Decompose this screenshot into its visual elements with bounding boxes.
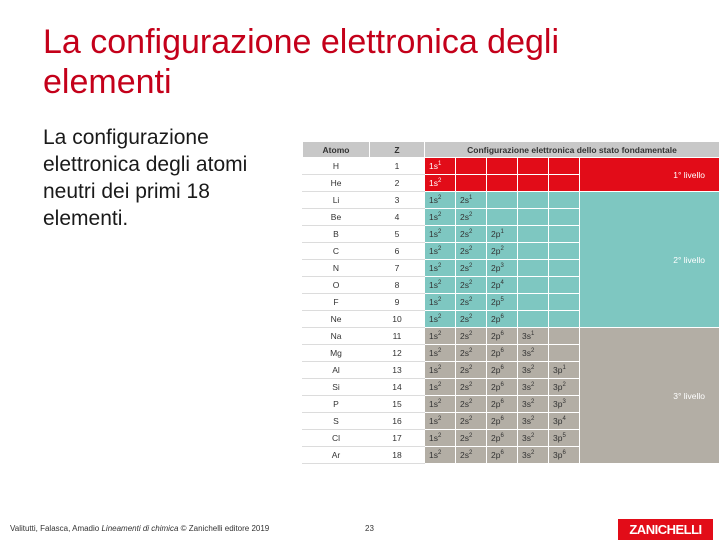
orbital-electrons: 6 <box>500 365 504 372</box>
orbital-label: 1s <box>429 314 438 324</box>
orbital-electrons: 6 <box>500 314 504 321</box>
footer-book: Lineamenti di chimica <box>101 524 179 533</box>
atomic-number: 18 <box>370 447 425 464</box>
orbital-label: 2p <box>491 229 501 239</box>
page-title: La configurazione elettronica degli elementi <box>43 23 560 101</box>
orbital-cell <box>487 345 518 362</box>
table-row <box>303 192 720 209</box>
orbital-cell <box>425 413 456 430</box>
footer-credit <box>10 524 269 533</box>
orbital-cell <box>487 413 518 430</box>
orbital-cell <box>518 413 549 430</box>
atom-symbol: Li <box>303 192 370 209</box>
atomic-number: 1 <box>370 158 425 175</box>
atom-symbol: Be <box>303 209 370 226</box>
header-z: Z <box>370 142 425 158</box>
orbital-cell <box>425 158 456 175</box>
orbital-label: 1s <box>429 161 438 171</box>
atomic-number: 3 <box>370 192 425 209</box>
atomic-number: 11 <box>370 328 425 345</box>
orbital-label: 3s <box>522 399 531 409</box>
orbital-label: 2s <box>460 450 469 460</box>
orbital-cell <box>518 260 549 277</box>
orbital-electrons: 2 <box>468 263 473 270</box>
atomic-number: 4 <box>370 209 425 226</box>
electron-configuration-table <box>302 141 720 464</box>
orbital-cell <box>487 226 518 243</box>
orbital-label: 2p <box>491 263 501 273</box>
orbital-electrons: 2 <box>437 280 442 287</box>
orbital-electrons: 5 <box>500 297 504 304</box>
orbital-electrons: 2 <box>437 416 442 423</box>
orbital-cell <box>425 430 456 447</box>
orbital-electrons: 1 <box>468 195 473 202</box>
orbital-cell <box>518 192 549 209</box>
orbital-cell <box>549 260 580 277</box>
orbital-cell <box>456 396 487 413</box>
orbital-label: 1s <box>429 365 438 375</box>
orbital-label: 2s <box>460 246 469 256</box>
orbital-cell <box>518 311 549 328</box>
orbital-label: 3p <box>553 450 563 460</box>
orbital-label: 3p <box>553 433 563 443</box>
orbital-cell <box>518 209 549 226</box>
orbital-label: 1s <box>429 297 438 307</box>
orbital-label: 1s <box>429 178 438 188</box>
orbital-label: 2s <box>460 314 469 324</box>
orbital-cell <box>425 226 456 243</box>
orbital-label: 2s <box>460 433 469 443</box>
orbital-electrons: 2 <box>468 331 473 338</box>
orbital-electrons: 4 <box>562 416 566 423</box>
orbital-cell <box>549 192 580 209</box>
atom-symbol: He <box>303 175 370 192</box>
atomic-number: 6 <box>370 243 425 260</box>
orbital-cell <box>425 260 456 277</box>
orbital-electrons: 2 <box>437 348 442 355</box>
orbital-electrons: 2 <box>468 348 473 355</box>
orbital-cell <box>456 294 487 311</box>
orbital-cell <box>518 430 549 447</box>
orbital-label: 2p <box>491 297 501 307</box>
atomic-number: 7 <box>370 260 425 277</box>
orbital-cell <box>518 175 549 192</box>
orbital-cell <box>487 311 518 328</box>
atomic-number: 10 <box>370 311 425 328</box>
atom-symbol: P <box>303 396 370 413</box>
orbital-cell <box>518 294 549 311</box>
orbital-cell <box>425 447 456 464</box>
orbital-label: 1s <box>429 416 438 426</box>
orbital-label: 3s <box>522 331 531 341</box>
orbital-label: 3p <box>553 416 563 426</box>
orbital-label: 1s <box>429 280 438 290</box>
orbital-cell <box>549 175 580 192</box>
orbital-label: 2s <box>460 229 469 239</box>
orbital-label: 2p <box>491 399 501 409</box>
orbital-cell <box>456 413 487 430</box>
orbital-electrons: 2 <box>530 399 535 406</box>
atom-symbol: Ar <box>303 447 370 464</box>
orbital-label: 1s <box>429 246 438 256</box>
atomic-number: 12 <box>370 345 425 362</box>
orbital-cell <box>549 294 580 311</box>
orbital-label: 1s <box>429 212 438 222</box>
orbital-cell <box>487 277 518 294</box>
orbital-cell <box>487 430 518 447</box>
atomic-number: 8 <box>370 277 425 294</box>
orbital-electrons: 1 <box>562 365 566 372</box>
table-row <box>303 158 720 175</box>
atom-symbol: B <box>303 226 370 243</box>
orbital-cell <box>518 379 549 396</box>
orbital-cell <box>549 413 580 430</box>
shell-level-label: 3° livello <box>580 328 720 464</box>
orbital-label: 2p <box>491 348 501 358</box>
atomic-number: 13 <box>370 362 425 379</box>
atom-symbol: Si <box>303 379 370 396</box>
table-header-row <box>303 142 720 158</box>
publisher-logo: ZANICHELLI <box>618 519 713 540</box>
orbital-cell <box>425 328 456 345</box>
atom-symbol: Mg <box>303 345 370 362</box>
orbital-label: 2p <box>491 331 501 341</box>
orbital-cell <box>456 209 487 226</box>
orbital-cell <box>487 209 518 226</box>
orbital-electrons: 6 <box>500 331 504 338</box>
orbital-cell <box>518 328 549 345</box>
orbital-electrons: 6 <box>500 399 504 406</box>
orbital-cell <box>425 192 456 209</box>
orbital-electrons: 2 <box>437 212 442 219</box>
orbital-electrons: 2 <box>437 399 442 406</box>
orbital-cell <box>425 362 456 379</box>
orbital-label: 2s <box>460 365 469 375</box>
atomic-number: 14 <box>370 379 425 396</box>
orbital-label: 3p <box>553 382 563 392</box>
orbital-cell <box>487 396 518 413</box>
orbital-cell <box>456 379 487 396</box>
orbital-label: 3s <box>522 416 531 426</box>
orbital-label: 2p <box>491 450 501 460</box>
orbital-label: 2p <box>491 433 501 443</box>
orbital-label: 2s <box>460 212 469 222</box>
atom-symbol: Cl <box>303 430 370 447</box>
orbital-label: 2p <box>491 314 501 324</box>
atomic-number: 15 <box>370 396 425 413</box>
orbital-electrons: 2 <box>468 314 473 321</box>
orbital-cell <box>549 379 580 396</box>
orbital-cell <box>549 396 580 413</box>
orbital-label: 3p <box>553 399 563 409</box>
orbital-label: 3s <box>522 450 531 460</box>
orbital-electrons: 3 <box>562 399 566 406</box>
orbital-cell <box>518 277 549 294</box>
orbital-electrons: 2 <box>437 246 442 253</box>
header-atom: Atomo <box>303 142 370 158</box>
orbital-label: 2s <box>460 382 469 392</box>
orbital-electrons: 2 <box>468 212 473 219</box>
orbital-cell <box>487 447 518 464</box>
orbital-electrons: 2 <box>468 246 473 253</box>
orbital-electrons: 2 <box>468 433 473 440</box>
orbital-electrons: 1 <box>500 229 504 236</box>
atomic-number: 17 <box>370 430 425 447</box>
orbital-electrons: 2 <box>530 450 535 457</box>
shell-level-label: 1° livello <box>580 158 720 192</box>
orbital-electrons: 3 <box>500 263 504 270</box>
orbital-cell <box>456 447 487 464</box>
orbital-cell <box>549 277 580 294</box>
orbital-label: 2p <box>491 280 501 290</box>
orbital-cell <box>487 243 518 260</box>
atom-symbol: F <box>303 294 370 311</box>
orbital-cell <box>487 175 518 192</box>
table-row <box>303 328 720 345</box>
orbital-electrons: 2 <box>437 365 442 372</box>
orbital-label: 3s <box>522 433 531 443</box>
orbital-label: 2p <box>491 246 501 256</box>
atomic-number: 16 <box>370 413 425 430</box>
atom-symbol: S <box>303 413 370 430</box>
orbital-electrons: 2 <box>437 263 442 270</box>
orbital-electrons: 2 <box>468 399 473 406</box>
orbital-electrons: 6 <box>500 348 504 355</box>
atom-symbol: H <box>303 158 370 175</box>
orbital-cell <box>456 328 487 345</box>
atom-symbol: O <box>303 277 370 294</box>
orbital-label: 2p <box>491 416 501 426</box>
atom-symbol: Na <box>303 328 370 345</box>
orbital-electrons: 2 <box>468 450 473 457</box>
orbital-cell <box>518 243 549 260</box>
atom-symbol: N <box>303 260 370 277</box>
orbital-label: 2s <box>460 399 469 409</box>
orbital-electrons: 2 <box>437 314 442 321</box>
orbital-cell <box>549 209 580 226</box>
orbital-electrons: 1 <box>530 331 535 338</box>
orbital-cell <box>549 226 580 243</box>
orbital-label: 1s <box>429 263 438 273</box>
atom-symbol: Al <box>303 362 370 379</box>
orbital-label: 1s <box>429 450 438 460</box>
orbital-electrons: 2 <box>468 297 473 304</box>
orbital-cell <box>456 311 487 328</box>
orbital-cell <box>487 260 518 277</box>
orbital-cell <box>456 277 487 294</box>
orbital-cell <box>456 158 487 175</box>
orbital-electrons: 6 <box>500 382 504 389</box>
orbital-cell <box>456 362 487 379</box>
orbital-electrons: 2 <box>437 178 442 185</box>
orbital-cell <box>456 243 487 260</box>
table-body <box>303 158 720 464</box>
orbital-electrons: 6 <box>500 450 504 457</box>
orbital-label: 2s <box>460 348 469 358</box>
orbital-electrons: 2 <box>437 433 442 440</box>
orbital-cell <box>518 345 549 362</box>
orbital-cell <box>518 362 549 379</box>
atomic-number: 2 <box>370 175 425 192</box>
orbital-electrons: 2 <box>562 382 566 389</box>
orbital-label: 1s <box>429 229 438 239</box>
orbital-electrons: 2 <box>500 246 504 253</box>
orbital-label: 2p <box>491 382 501 392</box>
orbital-electrons: 2 <box>468 365 473 372</box>
orbital-label: 2s <box>460 195 469 205</box>
orbital-cell <box>425 379 456 396</box>
orbital-cell <box>425 243 456 260</box>
orbital-label: 3p <box>553 365 563 375</box>
orbital-electrons: 2 <box>530 348 535 355</box>
orbital-electrons: 2 <box>437 229 442 236</box>
header-config: Configurazione elettronica dello stato fondamentale <box>425 142 720 158</box>
atom-symbol: Ne <box>303 311 370 328</box>
orbital-label: 1s <box>429 348 438 358</box>
orbital-cell <box>549 311 580 328</box>
orbital-electrons: 2 <box>468 382 473 389</box>
orbital-label: 2s <box>460 331 469 341</box>
orbital-cell <box>425 175 456 192</box>
orbital-cell <box>518 158 549 175</box>
orbital-electrons: 4 <box>500 280 504 287</box>
orbital-electrons: 2 <box>437 450 442 457</box>
orbital-cell <box>549 345 580 362</box>
atom-symbol: C <box>303 243 370 260</box>
orbital-label: 1s <box>429 195 438 205</box>
orbital-cell <box>518 447 549 464</box>
orbital-electrons: 2 <box>530 382 535 389</box>
footer-authors: Valitutti, Falasca, Amadio <box>10 524 100 533</box>
orbital-cell <box>549 447 580 464</box>
orbital-cell <box>456 226 487 243</box>
orbital-cell <box>425 277 456 294</box>
orbital-cell <box>456 175 487 192</box>
orbital-cell <box>549 430 580 447</box>
orbital-cell <box>518 226 549 243</box>
orbital-cell <box>549 158 580 175</box>
orbital-cell <box>456 345 487 362</box>
orbital-cell <box>425 396 456 413</box>
orbital-label: 2p <box>491 365 501 375</box>
orbital-electrons: 6 <box>500 416 504 423</box>
orbital-cell <box>487 294 518 311</box>
orbital-electrons: 6 <box>500 433 504 440</box>
orbital-cell <box>487 192 518 209</box>
orbital-electrons: 2 <box>437 195 442 202</box>
orbital-label: 1s <box>429 433 438 443</box>
orbital-cell <box>456 430 487 447</box>
orbital-cell <box>456 192 487 209</box>
orbital-cell <box>549 328 580 345</box>
orbital-label: 2s <box>460 280 469 290</box>
orbital-electrons: 2 <box>437 297 442 304</box>
atomic-number: 9 <box>370 294 425 311</box>
page-number: 23 <box>365 524 374 533</box>
orbital-label: 3s <box>522 348 531 358</box>
orbital-cell <box>425 311 456 328</box>
orbital-label: 1s <box>429 399 438 409</box>
orbital-cell <box>518 396 549 413</box>
orbital-electrons: 1 <box>437 161 442 168</box>
orbital-cell <box>425 294 456 311</box>
orbital-electrons: 5 <box>562 433 566 440</box>
orbital-electrons: 2 <box>468 280 473 287</box>
orbital-label: 3s <box>522 365 531 375</box>
orbital-cell <box>487 328 518 345</box>
orbital-label: 2s <box>460 297 469 307</box>
orbital-electrons: 6 <box>562 450 566 457</box>
orbital-label: 3s <box>522 382 531 392</box>
orbital-electrons: 2 <box>530 365 535 372</box>
orbital-cell <box>487 379 518 396</box>
orbital-electrons: 2 <box>437 382 442 389</box>
orbital-cell <box>487 362 518 379</box>
orbital-label: 2s <box>460 263 469 273</box>
orbital-cell <box>425 209 456 226</box>
orbital-cell <box>425 345 456 362</box>
shell-level-label: 2° livello <box>580 192 720 328</box>
orbital-electrons: 2 <box>530 416 535 423</box>
body-text: La configurazione elettronica degli atomi neutri dei primi 18 elementi. <box>43 126 248 230</box>
atomic-number: 5 <box>370 226 425 243</box>
orbital-label: 1s <box>429 331 438 341</box>
orbital-cell <box>549 362 580 379</box>
orbital-cell <box>487 158 518 175</box>
orbital-electrons: 2 <box>530 433 535 440</box>
orbital-label: 1s <box>429 382 438 392</box>
orbital-electrons: 2 <box>468 416 473 423</box>
footer-publisher: © Zanichelli editore 2019 <box>180 524 270 533</box>
orbital-cell <box>456 260 487 277</box>
orbital-label: 2s <box>460 416 469 426</box>
orbital-cell <box>549 243 580 260</box>
orbital-electrons: 2 <box>468 229 473 236</box>
orbital-electrons: 2 <box>437 331 442 338</box>
